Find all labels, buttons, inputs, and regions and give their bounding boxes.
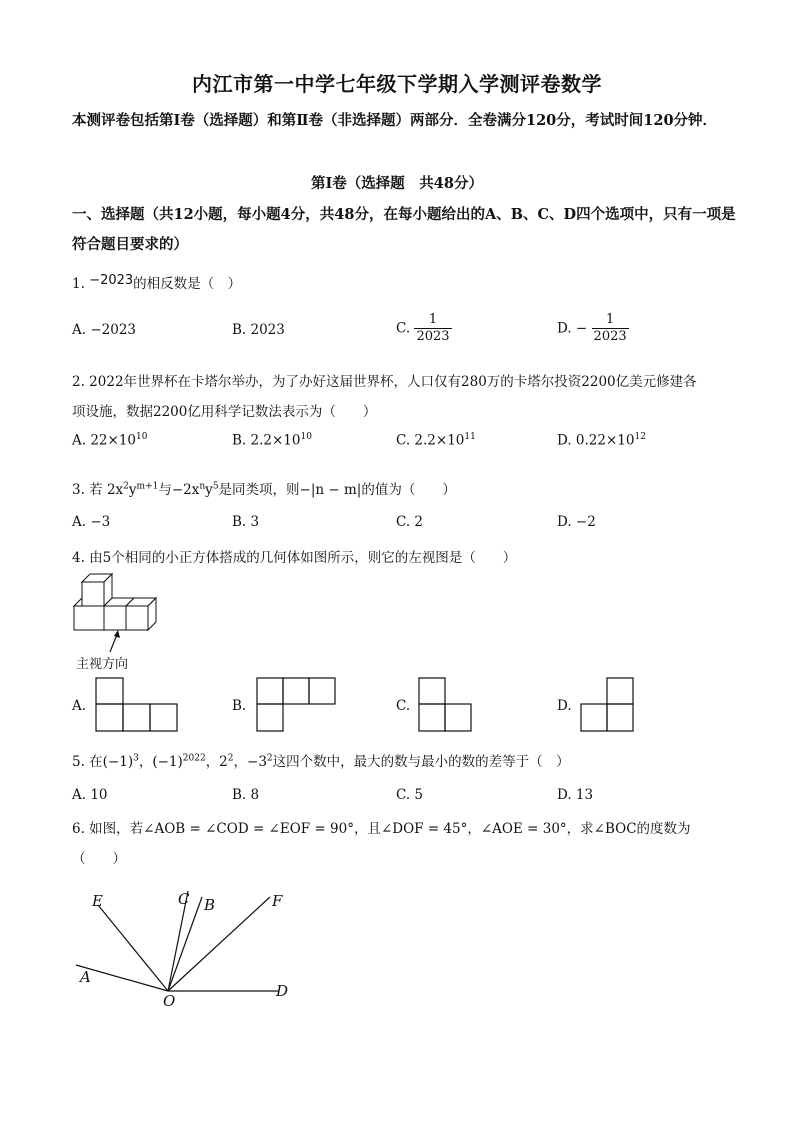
q1-option-d[interactable]: D. − $\frac{1}{2023}$ <box>557 312 627 344</box>
label-a: A <box>80 968 91 986</box>
q6-stem-line2: （ ） <box>72 851 126 867</box>
q4-option-d[interactable]: D. <box>557 698 572 714</box>
q1-stem: 1. −2023的相反数是（ ） <box>72 273 242 292</box>
q2-option-b[interactable]: B. $2.2\times 10^{10}$ <box>232 432 312 449</box>
page-title: 内江市第一中学七年级下学期入学测评卷数学 <box>192 72 602 96</box>
q5-option-d[interactable]: D. 13 <box>557 787 594 803</box>
cube-figure <box>70 574 170 658</box>
q3-option-b[interactable]: B. 3 <box>232 514 260 530</box>
q5-option-c[interactable]: C. 5 <box>396 787 424 803</box>
label-b: B <box>204 896 216 914</box>
q3-option-c[interactable]: C. 2 <box>396 514 424 530</box>
q1-option-b[interactable]: B. 2023 <box>232 322 285 338</box>
q1-option-a[interactable]: A. −2023 <box>72 322 136 338</box>
q6-stem-line1: 6. 如图，若∠AOB = ∠COD = ∠EOF = 90°，且∠DOF = 45°，∠AOE = 30°，求∠BOC的度数为 <box>72 821 691 837</box>
front-view-caption: 主视方向 <box>76 657 129 672</box>
q2-option-c[interactable]: C. $2.2\times 10^{11}$ <box>396 432 476 449</box>
q3-stem: 3. 若 $2x^2y^{m+1}$与$-2x^ny^5$是同类项，则−|n − m|的值为（ ） <box>72 481 456 498</box>
q4-option-c-figure <box>418 677 478 733</box>
q5-option-b[interactable]: B. 8 <box>232 787 260 803</box>
q3-option-a[interactable]: A. −3 <box>72 514 111 530</box>
q1-option-c[interactable]: C. $\frac{1}{2023}$ <box>396 312 450 344</box>
q2-stem-line1: 2. 2022年世界杯在卡塔尔举办，为了办好这届世界杯，人口仅有280万的卡塔尔投资2200亿美元修建各 <box>72 374 697 390</box>
label-c: C <box>178 890 190 908</box>
q4-option-b[interactable]: B. <box>232 698 247 714</box>
exam-intro: 本测评卷包括第Ⅰ卷（选择题）和第Ⅱ卷（非选择题）两部分．全卷满分120分，考试时间120分钟． <box>72 112 718 129</box>
label-f: F <box>272 892 283 910</box>
section-title: 第Ⅰ卷（选择题 共48分） <box>311 175 483 192</box>
label-d: D <box>276 982 289 1000</box>
q4-option-d-figure <box>580 677 640 733</box>
q4-option-a[interactable]: A. <box>72 698 87 714</box>
q5-option-a[interactable]: A. 10 <box>72 787 108 803</box>
label-e: E <box>92 892 103 910</box>
q4-stem: 4. 由5个相同的小正方体搭成的几何体如图所示，则它的左视图是（ ） <box>72 550 517 566</box>
part-heading: 一、选择题（共12小题，每小题4分，共48分，在每小题给出的A、B、C、D四个选项中，只有一项是符合题目要求的） <box>72 206 736 253</box>
q4-option-c[interactable]: C. <box>396 698 411 714</box>
q3-option-d[interactable]: D. −2 <box>557 514 596 530</box>
label-o: O <box>163 992 176 1010</box>
q4-option-a-figure <box>95 677 179 733</box>
q4-option-b-figure <box>256 677 340 733</box>
q2-option-d[interactable]: D. $0.22\times 10^{12}$ <box>557 432 646 449</box>
q5-stem: 5. 在$(-1)^3$，$(-1)^{2022}$，$2^2$，$-3^2$这四个数中，最大的数与最小的数的差等于（ ） <box>72 753 570 770</box>
q2-option-a[interactable]: A. $22\times 10^{10}$ <box>72 432 148 449</box>
q2-stem-line2: 项设施，数据2200亿用科学记数法表示为（ ） <box>72 404 377 420</box>
